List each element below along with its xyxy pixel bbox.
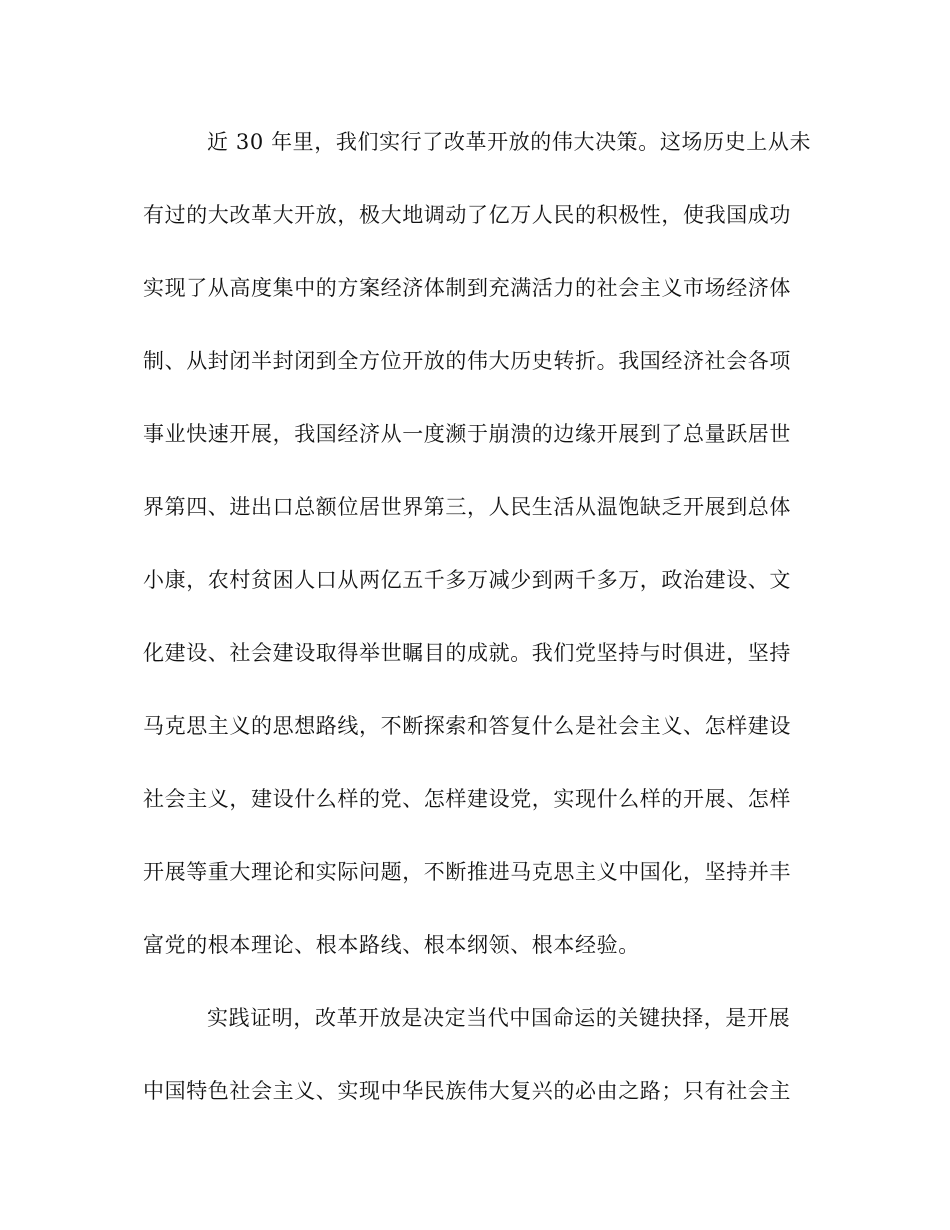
paragraph-1-line-10: 社会主义，建设什么样的党、怎样建设党，实现什么样的开展、怎样 [143, 787, 791, 811]
paragraph-1-line-3: 实现了从高度集中的方案经济体制到充满活力的社会主义市场经济体 [143, 276, 791, 300]
paragraph-1-line-8: 化建设、社会建设取得举世瞩目的成就。我们党坚持与时俱进，坚持 [143, 641, 791, 665]
paragraph-1-line-7: 小康，农村贫困人口从两亿五千多万减少到两千多万，政治建设、文 [143, 568, 791, 592]
paragraph-1-line-9: 马克思主义的思想路线，不断探索和答复什么是社会主义、怎样建设 [143, 714, 791, 738]
paragraph-1-line-4: 制、从封闭半封闭到全方位开放的伟大历史转折。我国经济社会各项 [143, 349, 791, 373]
paragraph-1-line-6: 界第四、进出口总额位居世界第三，人民生活从温饱缺乏开展到总体 [143, 495, 791, 519]
paragraph-1-line-1: 近 30 年里，我们实行了改革开放的伟大决策。这场历史上从未 [207, 130, 812, 154]
paragraph-1-line-12: 富党的根本理论、根本路线、根本纲领、根本经验。 [143, 933, 640, 957]
paragraph-1-line-11: 开展等重大理论和实际问题，不断推进马克思主义中国化，坚持并丰 [143, 860, 791, 884]
paragraph-2-line-2: 中国特色社会主义、实现中华民族伟大复兴的必由之路；只有社会主 [143, 1079, 791, 1103]
paragraph-1-line-5: 事业快速开展，我国经济从一度濒于崩溃的边缘开展到了总量跃居世 [143, 422, 791, 446]
paragraph-2-line-1: 实践证明，改革开放是决定当代中国命运的关键抉择，是开展 [207, 1006, 791, 1030]
paragraph-1-line-2: 有过的大改革大开放，极大地调动了亿万人民的积极性，使我国成功 [143, 203, 791, 227]
